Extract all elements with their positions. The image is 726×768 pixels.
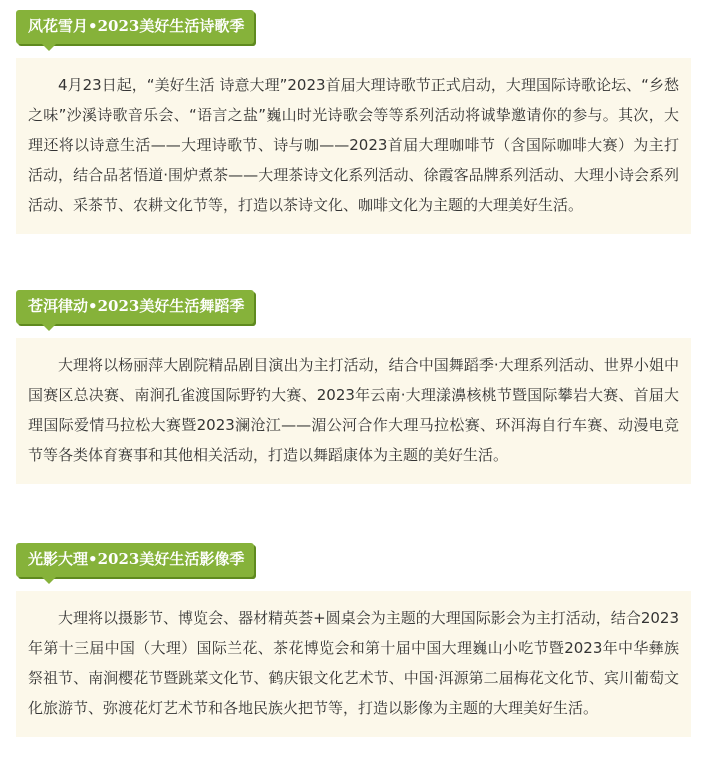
section-body-card bbox=[16, 591, 691, 737]
section-title-badge: 光影大理•2023美好生活影像季 bbox=[16, 543, 254, 577]
section-body-text: 大理将以杨丽萍大剧院精品剧目演出为主打活动，结合中国舞蹈季·大理系列活动、世界小姐中国赛区总决赛、南涧孔雀渡国际野钓大赛、2023年云南·大理漾濞核桃节暨国际攀岩大赛、首届大理国际爱情马拉松大赛暨2023澜沧江——湄公河合作大理马拉松赛、环洱海自行车赛、动漫电竞节等各类体育赛事和其他相关活动，打造以舞蹈康体为主题的美好生活。 bbox=[28, 356, 679, 464]
section-poetry-season bbox=[16, 10, 691, 234]
section-body-card bbox=[16, 338, 691, 484]
section-body-text: 大理将以摄影节、博览会、器材精英荟+圆桌会为主题的大理国际影会为主打活动，结合2023年第十三届中国（大理）国际兰花、茶花博览会和第十届中国大理巍山小吃节暨2023年中华彝族祭祖节、南涧樱花节暨跳菜文化节、鹤庆银文化艺术节、中国·洱源第二届梅花文化节、宾川葡萄文化旅游节、弥渡花灯艺术节和各地民族火把节等，打造以影像为主题的大理美好生活。 bbox=[28, 609, 679, 717]
section-dance-season bbox=[16, 290, 691, 484]
section-title-badge: 风花雪月•2023美好生活诗歌季 bbox=[16, 10, 254, 44]
section-body-card bbox=[16, 58, 691, 234]
section-image-season bbox=[16, 543, 691, 737]
section-title-badge: 苍洱律动•2023美好生活舞蹈季 bbox=[16, 290, 254, 324]
section-body-text: 4月23日起，“美好生活 诗意大理”2023首届大理诗歌节正式启动，大理国际诗歌论坛、“乡愁之味”沙溪诗歌音乐会、“语言之盐”巍山时光诗歌会等等系列活动将诚挚邀请你的参与。其次，大理还将以诗意生活——大理诗歌节、诗与咖——2023首届大理咖啡节（含国际咖啡大赛）为主打活动，结合品茗悟道·围炉煮茶——大理茶诗文化系列活动、徐霞客品牌系列活动、大理小诗会系列活动、采茶节、农耕文化节等，打造以茶诗文化、咖啡文化为主题的大理美好生活。 bbox=[28, 76, 679, 214]
